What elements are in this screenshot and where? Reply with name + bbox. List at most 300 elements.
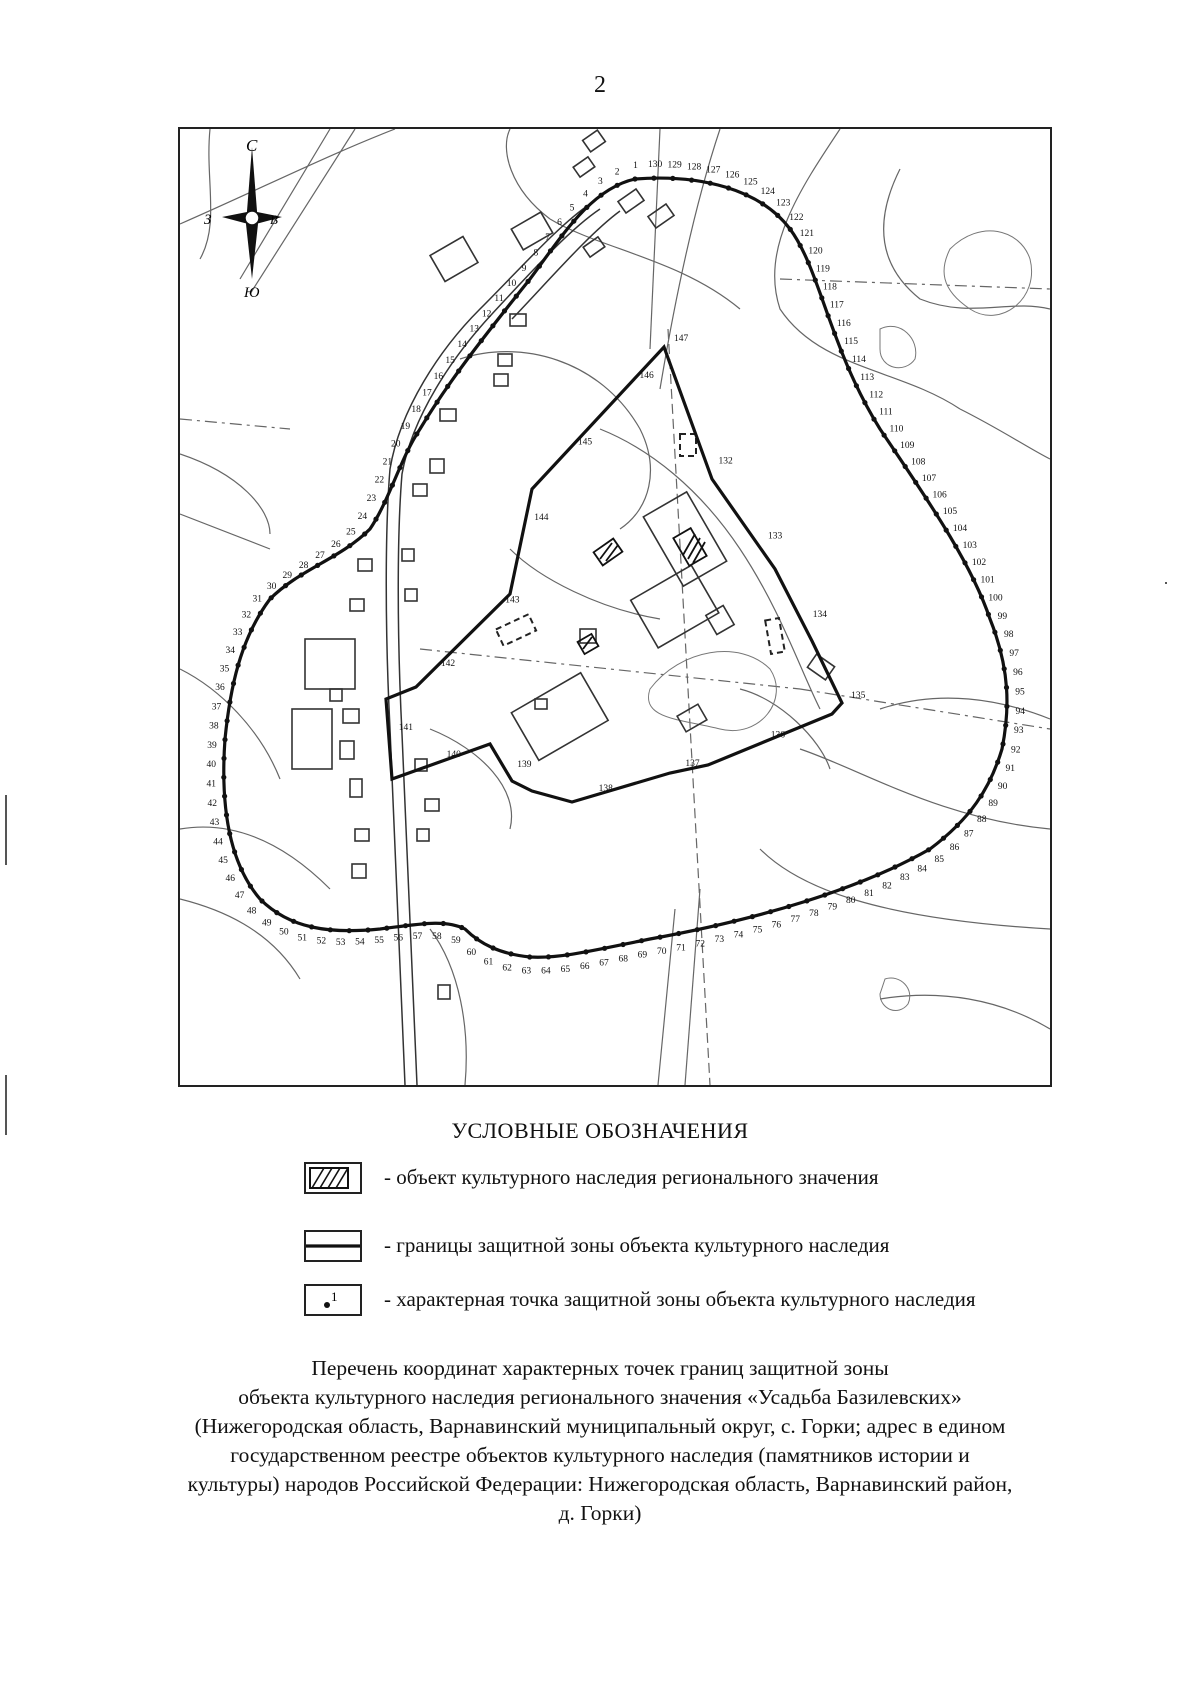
boundary-point-marker [474,936,479,941]
boundary-point-label: 120 [808,246,823,257]
boundary-point-label: 44 [213,837,223,848]
boundary-point-marker [862,400,867,405]
boundary-point-label: 27 [315,550,325,561]
boundary-point-marker [804,898,809,903]
boundary-point-label: 41 [206,779,217,790]
boundary-point-marker [750,914,755,919]
boundary-point-label: 118 [822,282,837,293]
boundary-point-label: 64 [541,966,551,977]
caption-line: Перечень координат характерных точек границ защитной зоны [311,1356,889,1380]
boundary-point-label: 43 [209,818,220,829]
boundary-point-marker [221,756,226,761]
boundary-point-marker [854,383,859,388]
boundary-point-marker [676,931,681,936]
boundary-point-label: 67 [599,958,609,969]
boundary-point-label: 22 [374,475,385,486]
boundary-point-label: 8 [533,248,539,259]
boundary-point-marker [708,181,713,186]
boundary-point-label: 117 [829,300,844,311]
boundary-point-label: 110 [889,424,904,435]
boundary-point-marker [839,349,844,354]
boundary-point-label: 1 [633,161,638,171]
object-point-label: 134 [812,610,828,621]
boundary-point-label: 88 [976,815,987,825]
boundary-point-marker [941,836,946,841]
boundary-point-marker [599,193,604,198]
point-marker-swatch-icon [304,1284,362,1316]
boundary-point-marker [299,572,304,577]
boundary-point-label: 78 [809,909,819,919]
boundary-point-label: 48 [246,906,257,917]
boundary-point-marker [967,809,972,814]
boundary-point-label: 33 [232,627,243,638]
boundary-point-label: 113 [860,372,875,383]
boundary-point-label: 5 [569,203,575,214]
boundary-point-label: 47 [234,891,245,901]
boundary-point-marker [892,448,897,453]
boundary-point-marker [786,904,791,909]
boundary-point-marker [882,433,887,438]
boundary-point-marker [315,563,320,568]
boundary-point-label: 60 [466,947,477,958]
object-point-label: 143 [505,595,520,606]
boundary-point-label: 2 [614,167,620,178]
boundary-point-marker [242,645,247,650]
boundary-point-marker [583,949,588,954]
boundary-point-marker [258,611,263,616]
boundary-point-marker [435,400,440,405]
compass-south: Ю [244,285,260,301]
boundary-point-marker [775,213,780,218]
boundary-point-marker [526,279,531,284]
boundary-point-marker [768,909,773,914]
boundary-point-label: 68 [618,954,628,965]
boundary-point-label: 35 [219,664,230,675]
boundary-point-label: 65 [560,964,571,975]
boundary-point-label: 9 [521,264,527,274]
boundary-point-marker [934,511,939,516]
boundary-point-marker [871,417,876,422]
boundary-point-marker [798,243,803,248]
boundary-point-label: 111 [879,407,893,418]
boundary-point-label: 40 [206,760,216,771]
boundary-point-label: 96 [1013,667,1023,678]
boundary-point-marker [328,927,333,932]
boundary-point-label: 86 [949,842,960,853]
boundary-point-marker [347,543,352,548]
boundary-point-marker [689,178,694,183]
boundary-point-marker [403,923,408,928]
boundary-point-label: 56 [393,933,403,944]
boundary-point-label: 59 [451,936,461,947]
boundary-point-marker [309,924,314,929]
boundary-point-label: 114 [851,355,866,366]
boundary-point-label: 84 [917,864,927,875]
caption-line: (Нижегородская область, Варнавинский муниципальный округ, с. Горки; адрес в едином [194,1414,1006,1438]
boundary-point-label: 25 [346,527,356,538]
boundary-point-marker [224,812,229,817]
boundary-point-label: 92 [1011,745,1021,756]
boundary-point-label: 37 [211,702,222,713]
boundary-point-marker [382,500,387,505]
object-point-label: 140 [446,750,461,761]
caption-line: объекта культурного наследия регионального значения «Усадьба Базилевских» [238,1385,962,1409]
boundary-point-marker [269,595,274,600]
boundary-point-label: 81 [864,888,874,899]
boundary-point-marker [274,910,279,915]
boundary-point-marker [365,927,370,932]
boundary-point-marker [491,945,496,950]
boundary-point-label: 71 [676,943,686,954]
boundary-point-label: 74 [733,930,744,941]
boundary-point-marker [490,323,495,328]
object-point-label: 141 [398,723,414,733]
scan-artifact [1165,582,1167,584]
boundary-point-marker [390,483,395,488]
boundary-point-marker [979,594,984,599]
boundary-point-label: 112 [869,390,884,401]
boundary-point-marker [384,926,389,931]
boundary-point-marker [695,927,700,932]
object-point-label: 137 [685,758,700,769]
boundary-point-label: 15 [445,356,455,366]
boundary-point-label: 24 [357,511,368,522]
boundary-point-marker [986,612,991,617]
legend-title: УСЛОВНЫЕ ОБОЗНАЧЕНИЯ [451,1118,749,1143]
object-point-label: 135 [851,691,866,701]
boundary-point-marker [658,935,663,940]
boundary-point-marker [788,227,793,232]
site-plan-map [178,127,1052,1087]
boundary-point-marker [584,205,589,210]
boundary-point-label: 97 [1009,648,1019,659]
boundary-point-marker [502,308,507,313]
legend-text-zone: - границы защитной зоны объекта культурного наследия [384,1233,890,1257]
boundary-point-marker [639,938,644,943]
page-number: 2 [594,72,606,98]
boundary-point-marker [632,176,637,181]
object-point-label: 139 [517,760,532,770]
boundary-point-marker [924,496,929,501]
boundary-point-marker [944,528,949,533]
boundary-point-marker [760,201,765,206]
boundary-point-marker [548,248,553,253]
boundary-point-marker [508,951,513,956]
boundary-point-label: 102 [971,558,987,569]
boundary-point-label: 57 [412,931,423,942]
boundary-point-marker [259,898,264,903]
boundary-point-label: 90 [997,782,1008,793]
boundary-point-marker [903,464,908,469]
boundary-point-label: 28 [298,560,309,571]
boundary-point-marker [414,431,419,436]
boundary-point-label: 99 [997,611,1008,622]
boundary-point-label: 17 [422,388,432,399]
heritage-building-hatched [578,528,707,654]
boundary-point-marker [405,448,410,453]
boundary-point-label: 82 [882,881,892,892]
legend-text-heritage: - объект культурного наследия регионального значения [384,1165,879,1189]
boundary-point-marker [546,954,551,959]
boundary-point-marker [565,952,570,957]
boundary-point-marker [992,630,997,635]
caption-line: культуры) народов Российской Федерации: Нижегородская область, Варнавинский район, [187,1472,1013,1496]
boundary-point-label: 70 [656,947,667,957]
boundary-point-marker [1003,723,1008,728]
compass-west: З [204,212,212,228]
boundary-point-marker [232,849,237,854]
boundary-point-label: 54 [355,937,365,948]
boundary-point-label: 34 [225,645,236,656]
boundary-point-marker [819,295,824,300]
boundary-point-marker [826,313,831,318]
boundary-point-label: 66 [579,961,590,972]
boundary-point-label: 76 [771,920,782,931]
scan-artifact [5,795,7,865]
boundary-point-label: 63 [521,966,532,977]
boundary-point-marker [1000,741,1005,746]
object-point-label: 146 [639,371,654,382]
boundary-point-label: 18 [411,405,421,415]
boundary-point-label: 93 [1014,726,1024,737]
boundary-point-marker [732,919,737,924]
boundary-point-marker [422,921,427,926]
boundary-point-marker [875,872,880,877]
boundary-line-swatch-icon [304,1230,362,1262]
boundary-point-marker [559,233,564,238]
boundary-point-label: 14 [457,340,467,351]
boundary-point-marker [331,553,336,558]
boundary-point-marker [926,847,931,852]
boundary-point-marker [1004,704,1009,709]
legend-point-sample-label: 1 [331,1289,338,1304]
caption-line: государственном реестре объектов культурного наследия (памятников истории и [230,1443,970,1467]
boundary-point-label: 95 [1015,687,1025,698]
boundary-point-marker [221,775,226,780]
boundary-point-marker [362,531,367,536]
object-point-label: 138 [598,784,613,795]
boundary-point-label: 58 [432,931,442,942]
boundary-point-marker [249,627,254,632]
boundary-point-label: 119 [815,264,830,275]
boundary-point-label: 55 [374,935,384,946]
boundary-point-label: 116 [836,318,851,329]
boundary-point-label: 106 [932,490,947,501]
boundary-point-marker [813,278,818,283]
boundary-point-marker [537,264,542,269]
boundary-point-marker [424,415,429,420]
boundary-point-marker [1002,666,1007,671]
boundary-point-label: 124 [760,186,775,197]
boundary-point-label: 126 [725,170,740,181]
boundary-point-marker [239,867,244,872]
object-point-label: 133 [768,531,783,542]
boundary-point-label: 11 [494,294,504,305]
boundary-point-marker [373,517,378,522]
boundary-point-label: 16 [433,372,444,382]
boundary-point-label: 36 [215,683,225,694]
boundary-point-marker [231,681,236,686]
boundary-point-label: 42 [207,799,218,809]
boundary-point-label: 29 [282,570,293,581]
map-drawing [180,129,1050,1085]
boundary-point-label: 98 [1004,630,1014,641]
boundary-point-label: 7 [545,233,550,244]
boundary-point-label: 6 [557,218,562,228]
boundary-point-marker [988,777,993,782]
boundary-point-marker [840,886,845,891]
hatched-swatch-icon [304,1162,362,1194]
boundary-point-label: 79 [827,902,838,913]
boundary-point-label: 108 [911,457,926,468]
boundary-point-marker [971,577,976,582]
boundary-point-label: 45 [218,856,228,866]
coordinates-caption [160,1354,1040,1528]
boundary-point-label: 72 [695,939,705,950]
boundary-point-marker [347,928,352,933]
boundary-point-label: 85 [934,855,944,865]
boundary-point-label: 75 [752,925,763,936]
boundary-point-label: 46 [225,874,236,884]
boundary-point-marker [602,946,607,951]
boundary-point-marker [892,864,897,869]
compass-rose [204,136,282,301]
compass-north: С [246,136,258,155]
boundary-point-marker [995,760,1000,765]
object-point-label: 144 [534,512,549,523]
boundary-point-marker [467,353,472,358]
boundary-point-label: 61 [483,957,494,968]
boundary-point-marker [248,884,253,889]
boundary-point-marker [806,260,811,265]
boundary-point-label: 39 [207,740,217,751]
boundary-point-marker [459,925,464,930]
boundary-point-marker [283,583,288,588]
boundary-point-label: 91 [1005,764,1016,775]
object-point-label: 132 [718,456,733,467]
boundary-point-label: 107 [921,473,937,484]
boundary-point-label: 73 [714,935,725,946]
boundary-point-label: 26 [331,540,341,550]
boundary-point-label: 77 [790,914,800,925]
boundary-point-label: 122 [789,212,804,223]
boundary-point-label: 3 [598,177,603,188]
boundary-point-marker [456,368,461,373]
boundary-point-label: 4 [583,189,588,200]
boundary-point-marker [846,366,851,371]
boundary-point-label: 127 [706,165,721,176]
boundary-point-marker [953,544,958,549]
boundary-point-marker [445,384,450,389]
boundary-point-label: 49 [262,918,272,929]
boundary-point-label: 83 [899,873,910,884]
protective-zone-boundary [224,178,1007,957]
boundary-point-marker [726,185,731,190]
legend-text-point: - характерная точка защитной зоны объекта культурного наследия [384,1287,976,1311]
boundary-point-label: 30 [266,581,277,592]
boundary-point-marker [479,338,484,343]
boundary-point-label: 100 [988,593,1003,604]
boundary-point-marker [397,465,402,470]
boundary-point-label: 62 [502,963,512,974]
boundary-point-marker [222,737,227,742]
boundary-point-marker [621,942,626,947]
boundary-point-label: 69 [637,950,648,961]
boundary-point-marker [744,192,749,197]
boundary-point-marker [979,793,984,798]
boundary-point-marker [962,560,967,565]
boundary-point-marker [913,480,918,485]
boundary-point-label: 109 [900,440,915,451]
boundary-point-marker [441,921,446,926]
boundary-point-marker [615,183,620,188]
boundary-point-marker [670,176,675,181]
object-point-label: 136 [770,730,786,741]
boundary-point-marker [858,879,863,884]
scan-artifact [5,1075,7,1135]
boundary-point-marker [227,700,232,705]
boundary-point-marker [955,823,960,828]
boundary-point-label: 94 [1015,706,1025,717]
boundary-point-marker [832,331,837,336]
boundary-point-label: 87 [963,829,974,840]
boundary-point-label: 51 [297,933,308,944]
boundary-point-label: 20 [391,439,401,450]
boundary-point-label: 105 [942,507,958,518]
boundary-point-label: 104 [952,524,968,534]
boundary-point-label: 125 [743,177,758,188]
boundary-point-label: 12 [481,309,492,320]
boundary-point-label: 23 [366,494,377,504]
boundary-point-label: 52 [316,936,327,947]
boundary-point-label: 80 [846,896,856,907]
boundary-point-marker [998,648,1003,653]
boundary-point-label: 128 [686,162,702,173]
boundary-point-label: 123 [776,198,791,209]
object-point-label: 145 [577,437,593,448]
boundary-point-label: 130 [647,160,663,171]
boundary-point-marker [1004,685,1009,690]
boundary-point-label: 21 [382,457,393,468]
boundary-point-label: 129 [667,160,682,171]
boundary-point-label: 13 [469,324,480,335]
boundary-point-marker [713,923,718,928]
compass-east: В [270,212,278,227]
boundary-point-label: 121 [799,229,815,240]
boundary-point-marker [527,954,532,959]
boundary-point-marker [291,919,296,924]
boundary-point-marker [236,663,241,668]
boundary-point-label: 53 [335,937,346,948]
boundary-point-label: 89 [988,799,998,810]
boundary-point-label: 103 [962,541,977,551]
boundary-point-marker [514,294,519,299]
boundary-point-label: 50 [279,927,289,938]
caption-line: д. Горки) [558,1501,642,1525]
boundary-point-label: 38 [209,721,219,732]
boundary-point-marker [909,856,914,861]
boundary-point-label: 101 [980,575,995,586]
boundary-point-marker [571,219,576,224]
boundary-point-marker [225,718,230,723]
boundary-point-marker [822,892,827,897]
boundary-point-label: 32 [241,610,252,621]
object-point-label: 147 [674,334,689,344]
boundary-point-label: 31 [252,594,262,605]
boundary-point-label: 10 [506,279,517,289]
boundary-point-marker [651,176,656,181]
object-point-label: 142 [440,659,456,670]
